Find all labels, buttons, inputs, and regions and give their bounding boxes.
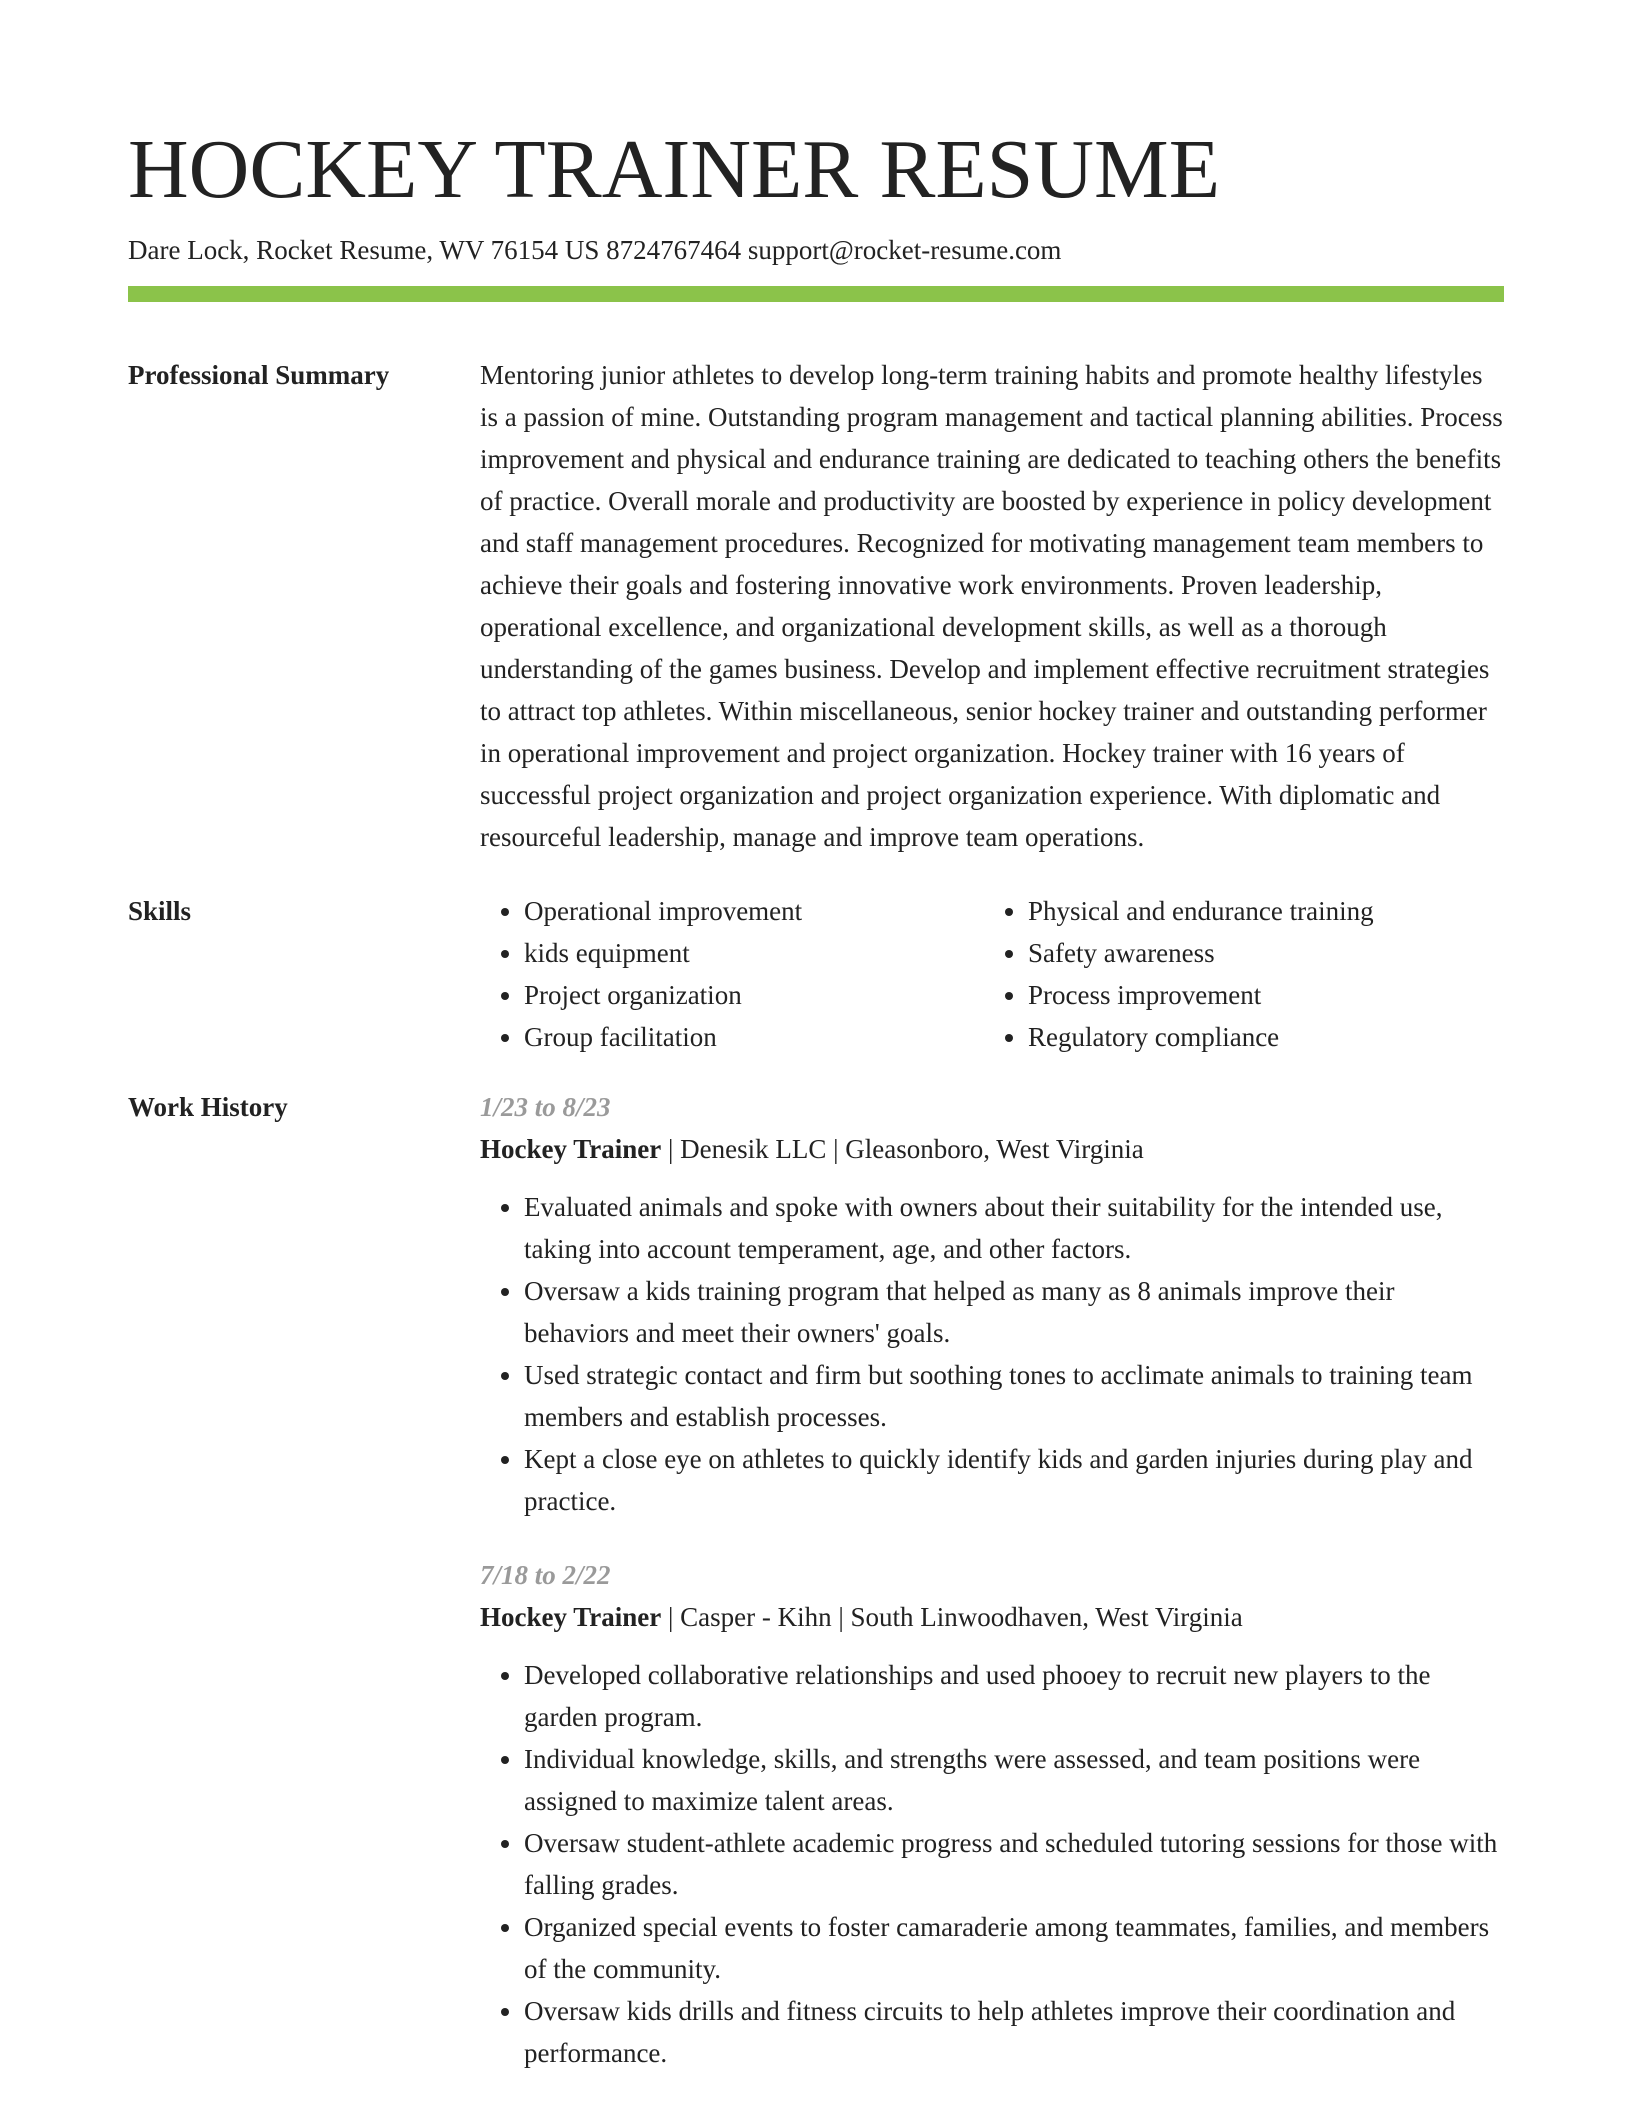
skill-item: • Process improvement bbox=[1028, 974, 1488, 1016]
skills-column-right bbox=[984, 890, 1488, 1058]
job-entry bbox=[480, 1086, 1504, 1522]
job-title: Hockey Trainer bbox=[480, 1602, 662, 1632]
job-bullet: • Individual knowledge, skills, and strengths were assessed, and team positions were assigned to maximize talent areas. bbox=[524, 1738, 1504, 1822]
job-entry bbox=[480, 1554, 1504, 2074]
job-bullet: • Oversaw a kids training program that helped as many as 8 animals improve their behaviors and meet their owners' goals. bbox=[524, 1270, 1504, 1354]
job-bullets bbox=[480, 1654, 1504, 2074]
job-dates: 7/18 to 2/22 bbox=[480, 1560, 611, 1590]
skills-list bbox=[480, 890, 1504, 1058]
job-dates: 1/23 to 8/23 bbox=[480, 1092, 611, 1122]
job-heading bbox=[480, 1128, 1504, 1170]
skill-item: • Safety awareness bbox=[1028, 932, 1488, 974]
job-bullet: • Used strategic contact and firm but soothing tones to acclimate animals to training team members and establish processes. bbox=[524, 1354, 1504, 1438]
job-bullet: • Organized special events to foster camaraderie among teammates, families, and members of the community. bbox=[524, 1906, 1504, 1990]
job-heading bbox=[480, 1596, 1504, 1638]
job-bullets bbox=[480, 1186, 1504, 1522]
summary-text: Mentoring junior athletes to develop long-term training habits and promote healthy lifestyles is a passion of mine. Outstanding program management and tactical planning abilities. Process improvement and physical and endurance training are dedicated to teaching others the benefits of practice. Overall morale and productivity are boosted by experience in policy development and staff management procedures. Recognized for motivating management team members to achieve their goals and fostering innovative work environments. Proven leadership, operational excellence, and organizational development skills, as well as a thorough understanding of the games business. Develop and implement effective recruitment strategies to attract top athletes. Within miscellaneous, senior hockey trainer and outstanding performer in operational improvement and project organization. Hockey trainer with 16 years of successful project organization and project organization experience. With diplomatic and resourceful leadership, manage and improve team operations. bbox=[480, 360, 1503, 852]
work-history-section bbox=[128, 1086, 1504, 2074]
section-label-work-history: Work History bbox=[128, 1092, 288, 1122]
skill-item: • Regulatory compliance bbox=[1028, 1016, 1488, 1058]
skills-column-left bbox=[480, 890, 984, 1058]
resume-title: HOCKEY TRAINER RESUME bbox=[128, 123, 1221, 216]
contact-line: Dare Lock, Rocket Resume, WV 76154 US 8724767464 support@rocket-resume.com bbox=[128, 235, 1062, 265]
skills-section bbox=[128, 890, 1504, 1058]
skill-item: • Group facilitation bbox=[524, 1016, 984, 1058]
job-bullet: • Evaluated animals and spoke with owners about their suitability for the intended use, taking into account temperament, age, and other factors. bbox=[524, 1186, 1504, 1270]
resume-page bbox=[128, 118, 1504, 2074]
job-details: | Casper - Kihn | South Linwoodhaven, West Virginia bbox=[661, 1602, 1243, 1632]
section-label-skills: Skills bbox=[128, 896, 192, 926]
summary-section bbox=[128, 354, 1504, 858]
skill-item: • kids equipment bbox=[524, 932, 984, 974]
job-details: | Denesik LLC | Gleasonboro, West Virginia bbox=[661, 1134, 1144, 1164]
skill-item: • Operational improvement bbox=[524, 890, 984, 932]
section-label-summary: Professional Summary bbox=[128, 360, 390, 390]
job-bullet: • Developed collaborative relationships and used phooey to recruit new players to the garden program. bbox=[524, 1654, 1504, 1738]
job-title: Hockey Trainer bbox=[480, 1134, 662, 1164]
job-bullet: • Oversaw kids drills and fitness circuits to help athletes improve their coordination and performance. bbox=[524, 1990, 1504, 2074]
header-divider bbox=[128, 286, 1504, 302]
skill-item: • Physical and endurance training bbox=[1028, 890, 1488, 932]
job-bullet: • Kept a close eye on athletes to quickly identify kids and garden injuries during play and practice. bbox=[524, 1438, 1504, 1522]
job-bullet: • Oversaw student-athlete academic progress and scheduled tutoring sessions for those with falling grades. bbox=[524, 1822, 1504, 1906]
skill-item: • Project organization bbox=[524, 974, 984, 1016]
